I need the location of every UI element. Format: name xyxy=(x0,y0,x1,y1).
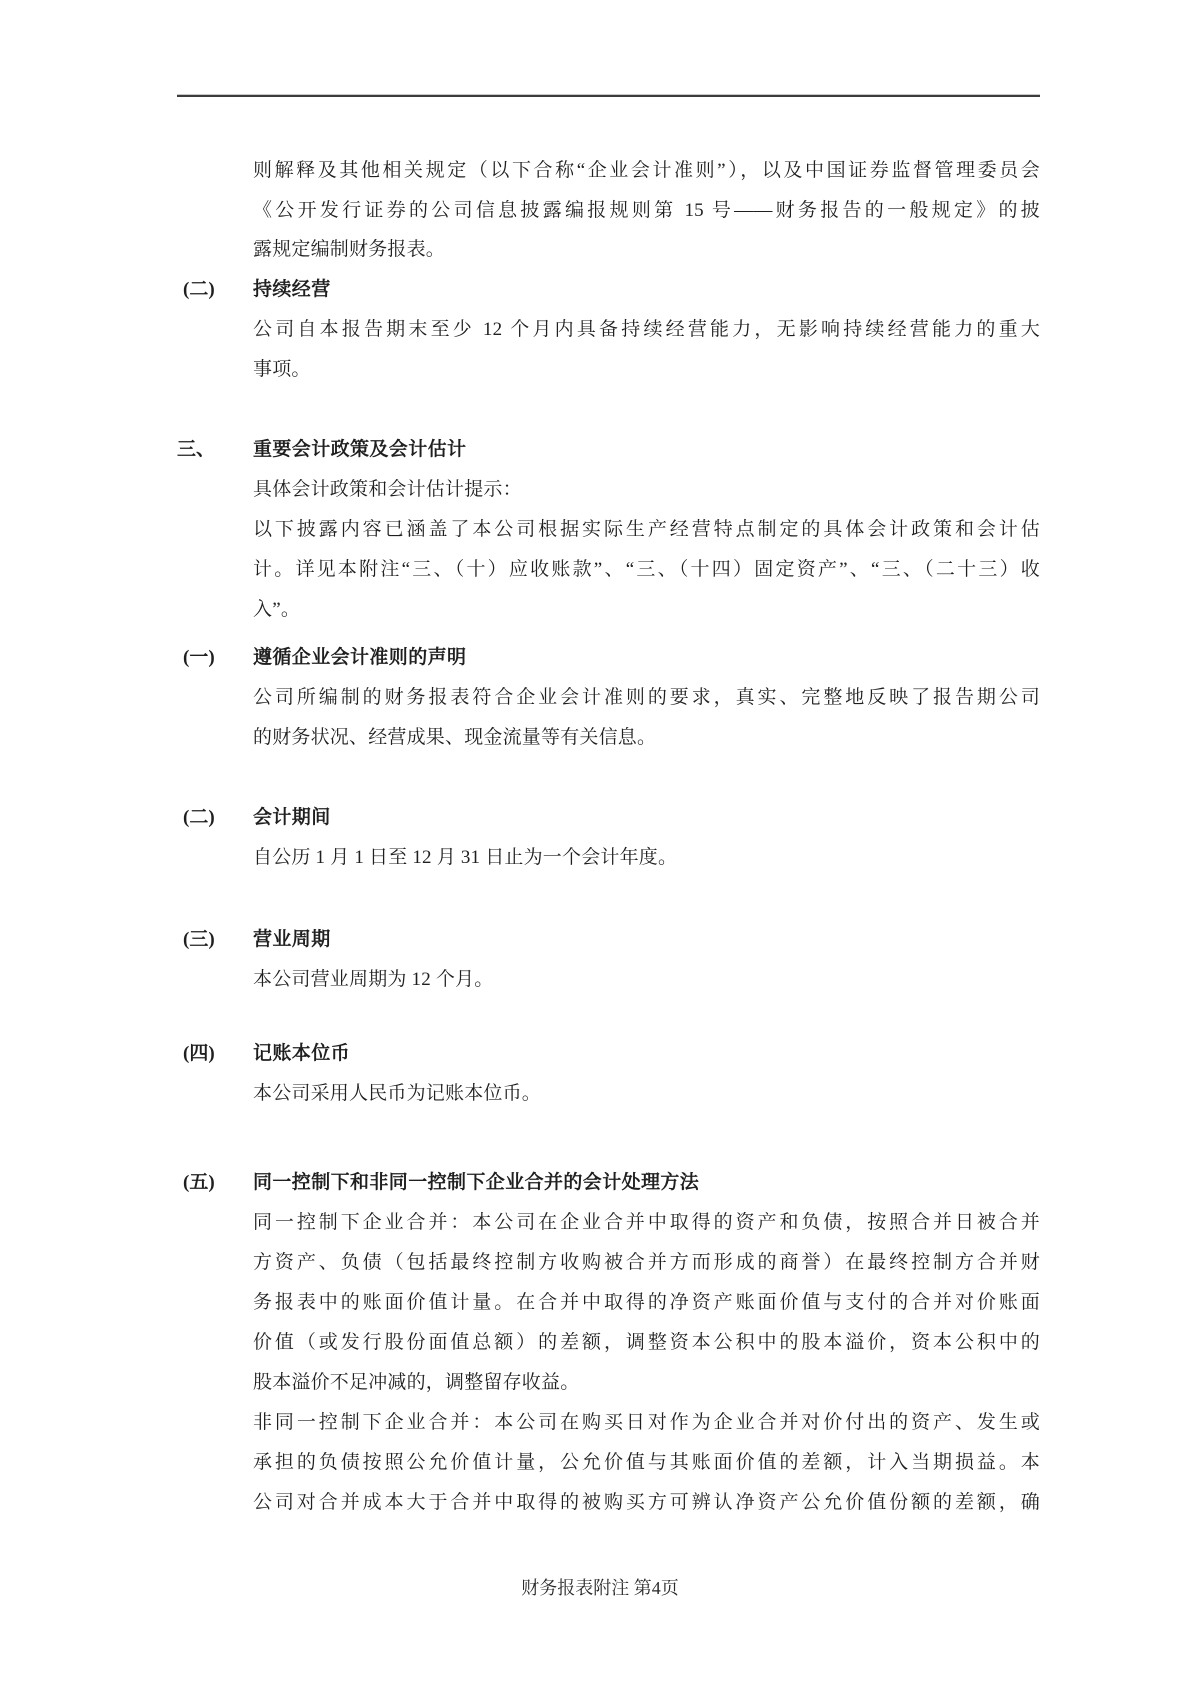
section-number: (三) xyxy=(183,929,215,950)
body-line: 本公司采用人民币为记账本位币。 xyxy=(253,1083,542,1104)
chapter-heading: 重要会计政策及会计估计 xyxy=(253,439,467,460)
section-heading: 记账本位币 xyxy=(253,1043,351,1064)
section-heading: 同一控制下和非同一控制下企业合并的会计处理方法 xyxy=(253,1172,700,1193)
body-line: 露规定编制财务报表。 xyxy=(253,239,446,260)
body-line: 本公司营业周期为 12 个月。 xyxy=(253,969,494,990)
body-line: 非同一控制下企业合并：本公司在购买日对作为企业合并对价付出的资产、发生或 xyxy=(253,1412,1040,1433)
body-line: 承担的负债按照公允价值计量，公允价值与其账面价值的差额，计入当期损益。本 xyxy=(253,1452,1040,1473)
section-number: (四) xyxy=(183,1043,215,1064)
body-line: 公司所编制的财务报表符合企业会计准则的要求，真实、完整地反映了报告期公司 xyxy=(253,687,1040,708)
body-line: 计。详见本附注“三、（十）应收账款”、“三、（十四）固定资产”、“三、（二十三）收 xyxy=(253,559,1040,580)
page-footer: 财务报表附注 第4页 xyxy=(521,1578,679,1598)
section-number: (二) xyxy=(183,279,215,300)
chapter-number: 三、 xyxy=(177,439,216,460)
body-line: 自公历 1 月 1 日至 12 月 31 日止为一个会计年度。 xyxy=(253,847,678,868)
body-line: 入”。 xyxy=(253,599,301,620)
body-line: 《公开发行证券的公司信息披露编报规则第 15 号——财务报告的一般规定》的披 xyxy=(253,200,1040,221)
body-line: 务报表中的账面价值计量。在合并中取得的净资产账面价值与支付的合并对价账面 xyxy=(253,1292,1040,1313)
section-number: (五) xyxy=(183,1172,215,1193)
body-line: 事项。 xyxy=(253,359,311,380)
body-line: 以下披露内容已涵盖了本公司根据实际生产经营特点制定的具体会计政策和会计估 xyxy=(253,519,1040,540)
header-rule xyxy=(177,95,1040,97)
section-number: (一) xyxy=(183,647,215,668)
body-line: 价值（或发行股份面值总额）的差额，调整资本公积中的股本溢价，资本公积中的 xyxy=(253,1332,1040,1353)
body-line: 则解释及其他相关规定（以下合称“企业会计准则”），以及中国证券监督管理委员会 xyxy=(253,160,1040,181)
body-line: 公司自本报告期末至少 12 个月内具备持续经营能力，无影响持续经营能力的重大 xyxy=(253,319,1040,340)
body-line: 公司对合并成本大于合并中取得的被购买方可辨认净资产公允价值份额的差额，确 xyxy=(253,1492,1040,1513)
body-line: 具体会计政策和会计估计提示： xyxy=(253,479,522,500)
body-line: 方资产、负债（包括最终控制方收购被合并方而形成的商誉）在最终控制方合并财 xyxy=(253,1252,1040,1273)
section-number: (二) xyxy=(183,807,215,828)
section-heading: 会计期间 xyxy=(253,807,331,828)
body-line: 股本溢价不足冲减的，调整留存收益。 xyxy=(253,1372,580,1393)
body-line: 同一控制下企业合并：本公司在企业合并中取得的资产和负债，按照合并日被合并 xyxy=(253,1212,1040,1233)
section-heading: 遵循企业会计准则的声明 xyxy=(253,647,467,668)
body-line: 的财务状况、经营成果、现金流量等有关信息。 xyxy=(253,727,657,748)
section-heading: 营业周期 xyxy=(253,929,331,950)
section-heading: 持续经营 xyxy=(253,279,331,300)
